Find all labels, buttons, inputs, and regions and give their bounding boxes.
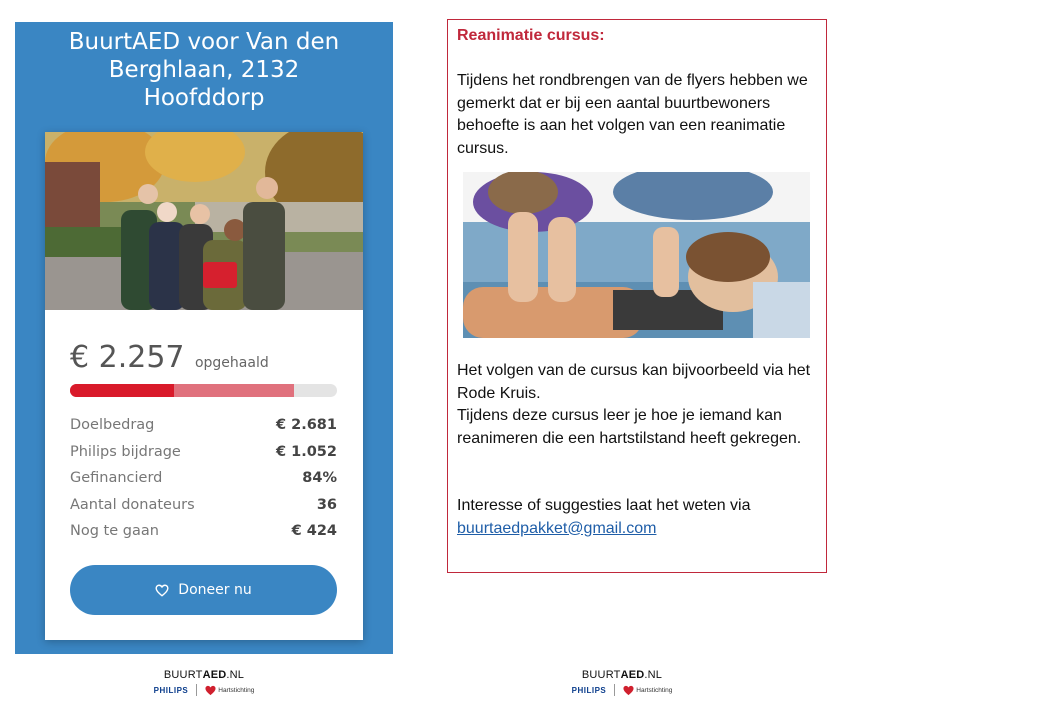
info-paragraph-contact — [457, 495, 819, 540]
progress-fill-raised — [70, 384, 174, 397]
donate-label: Doneer nu — [178, 582, 252, 598]
stat-label: Aantal donateurs — [70, 496, 195, 513]
funding-progress-bar — [70, 384, 337, 397]
campaign-title: BuurtAED voor Van den Berghlaan, 2132 Hoofddorp — [68, 29, 340, 111]
raised-summary — [70, 340, 269, 375]
stat-row-donors — [70, 492, 337, 519]
stat-label: Gefinancierd — [70, 470, 163, 486]
contact-text: Interesse of suggesties laat het weten via — [457, 497, 751, 514]
stat-value: € 2.681 — [275, 417, 337, 433]
stat-label: Nog te gaan — [70, 523, 159, 539]
email-link[interactable]: buurtaedpakket@gmail.com — [457, 519, 657, 537]
philips-logo: PHILIPS — [571, 685, 607, 695]
cpr-training-photo — [463, 172, 810, 338]
info-course-line2: Tijdens deze cursus leer je hoe je iemand kan reanimeren die een hartstilstand heeft gekregen. — [457, 407, 802, 447]
buurtaed-logo: BUURTAED.NL — [163, 669, 245, 681]
info-heading: Reanimatie cursus: — [457, 27, 605, 44]
stat-value: € 1.052 — [275, 443, 337, 460]
buurtaed-logo: BUURTAED.NL — [581, 669, 663, 681]
logo-divider — [196, 684, 197, 696]
campaign-photo — [45, 132, 363, 310]
raised-amount: € 2.257 — [70, 340, 185, 375]
campaign-panel — [15, 22, 393, 654]
philips-logo: PHILIPS — [153, 685, 189, 695]
stat-label: Doelbedrag — [70, 417, 155, 433]
stat-row-philips — [70, 439, 337, 466]
stat-row-funded — [70, 465, 337, 492]
stat-value: 36 — [316, 496, 337, 513]
hartstichting-heart-icon — [205, 685, 216, 696]
stat-row-remaining — [70, 518, 337, 545]
stat-label: Philips bijdrage — [70, 443, 181, 460]
reanimatie-info-box — [447, 19, 827, 573]
info-paragraph-intro: Tijdens het rondbrengen van de flyers hebben we gemerkt dat er bij een aantal buurtbewoners behoefte is aan het volgen van een reanimatie cursus. — [457, 72, 808, 157]
campaign-card — [45, 132, 363, 640]
stat-row-target — [70, 412, 337, 439]
heart-icon — [155, 584, 169, 597]
logo-divider — [614, 684, 615, 696]
donate-button[interactable] — [70, 565, 337, 615]
stat-value: 84% — [302, 470, 337, 486]
campaign-stats — [70, 412, 337, 545]
hartstichting-heart-icon — [623, 685, 634, 696]
hartstichting-logo: Hartstichting — [205, 685, 254, 696]
footer-logo-right — [552, 669, 692, 696]
info-paragraph-course — [457, 360, 819, 450]
info-course-line1: Het volgen van de cursus kan bijvoorbeeld via het Rode Kruis. — [457, 362, 811, 402]
footer-logo-left — [134, 669, 274, 696]
stat-value: € 424 — [291, 523, 337, 539]
raised-label: opgehaald — [194, 355, 269, 371]
hartstichting-logo: Hartstichting — [623, 685, 672, 696]
